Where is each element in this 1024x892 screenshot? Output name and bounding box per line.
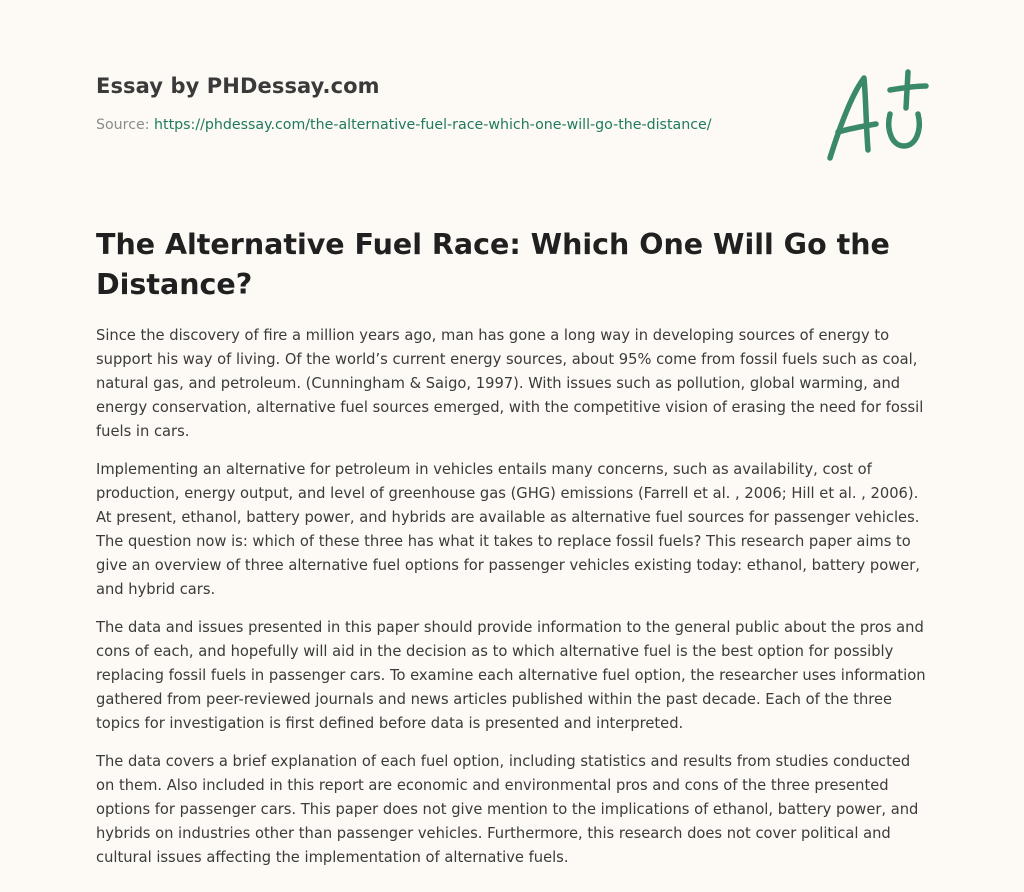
paragraph: Implementing an alternative for petroleum in vehicles entails many concerns, such as availability, cost of production, energy output, and level of greenhouse gas (GHG) emissions (Farrell et al. , 2006; Hill et al. , 2006). At present, ethanol, battery power, and hybrids are available as alternative fuel sources for passenger vehicles. The question now is: which of these three has what it takes to replace fossil fuels? This research paper aims to give an overview of three alternative fuel options for passenger vehicles existing today: ethanol, battery power, and hybrid cars. bbox=[96, 461, 920, 598]
a-plus-logo-icon bbox=[820, 66, 932, 166]
source-line bbox=[96, 117, 712, 133]
page-header bbox=[96, 74, 712, 133]
essay-body bbox=[96, 324, 932, 884]
essay-title: The Alternative Fuel Race: Which One Will Go the Distance? bbox=[96, 228, 890, 301]
site-title: Essay by PHDessay.com bbox=[96, 74, 380, 98]
source-label: Source: bbox=[96, 117, 150, 133]
paragraph: The data covers a brief explanation of each fuel option, including statistics and results from studies conducted on them. Also included in this report are economic and environmental pros and cons of the three presented options for passenger cars. This paper does not give mention to the implications of ethanol, battery power, and hybrids on industries other than passenger vehicles. Furthermore, this research does not cover political and cultural issues affecting the implementation of alternative fuels. bbox=[96, 753, 919, 866]
paragraph: The data and issues presented in this paper should provide information to the general public about the pros and cons of each, and hopefully will aid in the decision as to which alternative fuel is the best option for possibly replacing fossil fuels in passenger cars. To examine each alternative fuel option, the researcher uses information gathered from peer-reviewed journals and news articles published within the past decade. Each of the three topics for investigation is first defined before data is presented and interpreted. bbox=[96, 619, 926, 732]
paragraph: Since the discovery of fire a million years ago, man has gone a long way in developing sources of energy to support his way of living. Of the world’s current energy sources, about 95% come from fossil fuels such as coal, natural gas, and petroleum. (Cunningham & Saigo, 1997). With issues such as pollution, global warming, and energy conservation, alternative fuel sources emerged, with the competitive vision of erasing the need for fossil fuels in cars. bbox=[96, 327, 924, 440]
source-link[interactable]: https://phdessay.com/the-alternative-fuel-race-which-one-will-go-the-distance/ bbox=[154, 117, 712, 133]
